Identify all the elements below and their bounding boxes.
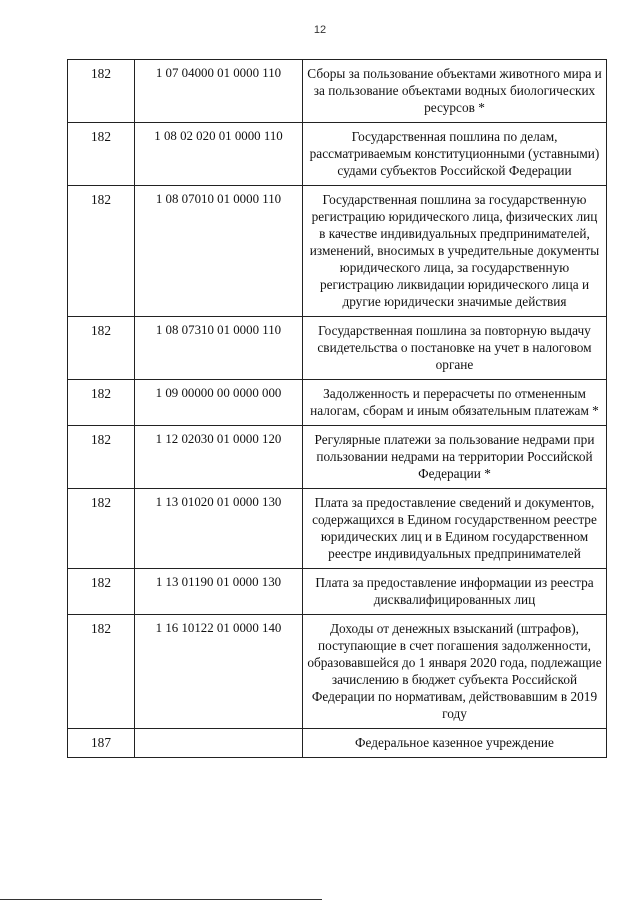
revenue-name-cell: Регулярные платежи за пользование недрами при пользовании недрами на территории Российской Федерации *	[303, 426, 607, 489]
admin-code-cell: 187	[68, 729, 135, 758]
table-row	[68, 380, 607, 426]
admin-code-cell: 182	[68, 123, 135, 186]
page-number: 12	[313, 24, 327, 36]
admin-code-cell: 182	[68, 615, 135, 729]
revenue-name-cell: Задолженность и перерасчеты по отмененным налогам, сборам и иным обязательным платежам *	[303, 380, 607, 426]
table-row	[68, 426, 607, 489]
revenue-name-cell: Плата за предоставление сведений и документов, содержащихся в Едином государственном реестре юридических лиц и в Едином государственном реестре индивидуальных предпринимателей	[303, 489, 607, 569]
revenue-codes-table	[67, 59, 607, 758]
budget-code-cell: 1 09 00000 00 0000 000	[135, 380, 303, 426]
budget-code-cell: 1 16 10122 01 0000 140	[135, 615, 303, 729]
revenue-name-cell: Доходы от денежных взысканий (штрафов), поступающие в счет погашения задолженности, образовавшейся до 1 января 2020 года, подлежащие зачислению в бюджет субъекта Российской Федерации по нормативам, действовавшим в 2019 году	[303, 615, 607, 729]
table-row	[68, 489, 607, 569]
revenue-name-cell: Федеральное казенное учреждение	[303, 729, 607, 758]
budget-code-cell: 1 13 01020 01 0000 130	[135, 489, 303, 569]
revenue-name-cell: Государственная пошлина за государственную регистрацию юридического лица, физических лиц в качестве индивидуальных предпринимателей, изменений, вносимых в учредительные документы юридического лица, за государственную регистрацию ликвидации юридического лица и другие юридически значимые действия	[303, 186, 607, 317]
table-row	[68, 317, 607, 380]
budget-code-cell: 1 12 02030 01 0000 120	[135, 426, 303, 489]
admin-code-cell: 182	[68, 569, 135, 615]
revenue-name-cell: Государственная пошлина за повторную выдачу свидетельства о постановке на учет в налоговом органе	[303, 317, 607, 380]
budget-code-cell: 1 07 04000 01 0000 110	[135, 60, 303, 123]
admin-code-cell: 182	[68, 186, 135, 317]
table-row	[68, 60, 607, 123]
admin-code-cell: 182	[68, 426, 135, 489]
table-row	[68, 729, 607, 758]
budget-code-cell: 1 08 07310 01 0000 110	[135, 317, 303, 380]
budget-code-cell: 1 08 02 020 01 0000 110	[135, 123, 303, 186]
revenue-name-cell: Государственная пошлина по делам, рассматриваемым конституционными (уставными) судами субъектов Российской Федерации	[303, 123, 607, 186]
table-row	[68, 123, 607, 186]
budget-code-cell: 1 13 01190 01 0000 130	[135, 569, 303, 615]
table-row	[68, 615, 607, 729]
footnote-divider	[0, 899, 322, 900]
table-row	[68, 186, 607, 317]
table-row	[68, 569, 607, 615]
admin-code-cell: 182	[68, 317, 135, 380]
admin-code-cell: 182	[68, 380, 135, 426]
budget-code-cell: 1 08 07010 01 0000 110	[135, 186, 303, 317]
admin-code-cell: 182	[68, 489, 135, 569]
revenue-name-cell: Плата за предоставление информации из реестра дисквалифицированных лиц	[303, 569, 607, 615]
admin-code-cell: 182	[68, 60, 135, 123]
revenue-name-cell: Сборы за пользование объектами животного мира и за пользование объектами водных биологических ресурсов *	[303, 60, 607, 123]
budget-code-cell	[135, 729, 303, 758]
